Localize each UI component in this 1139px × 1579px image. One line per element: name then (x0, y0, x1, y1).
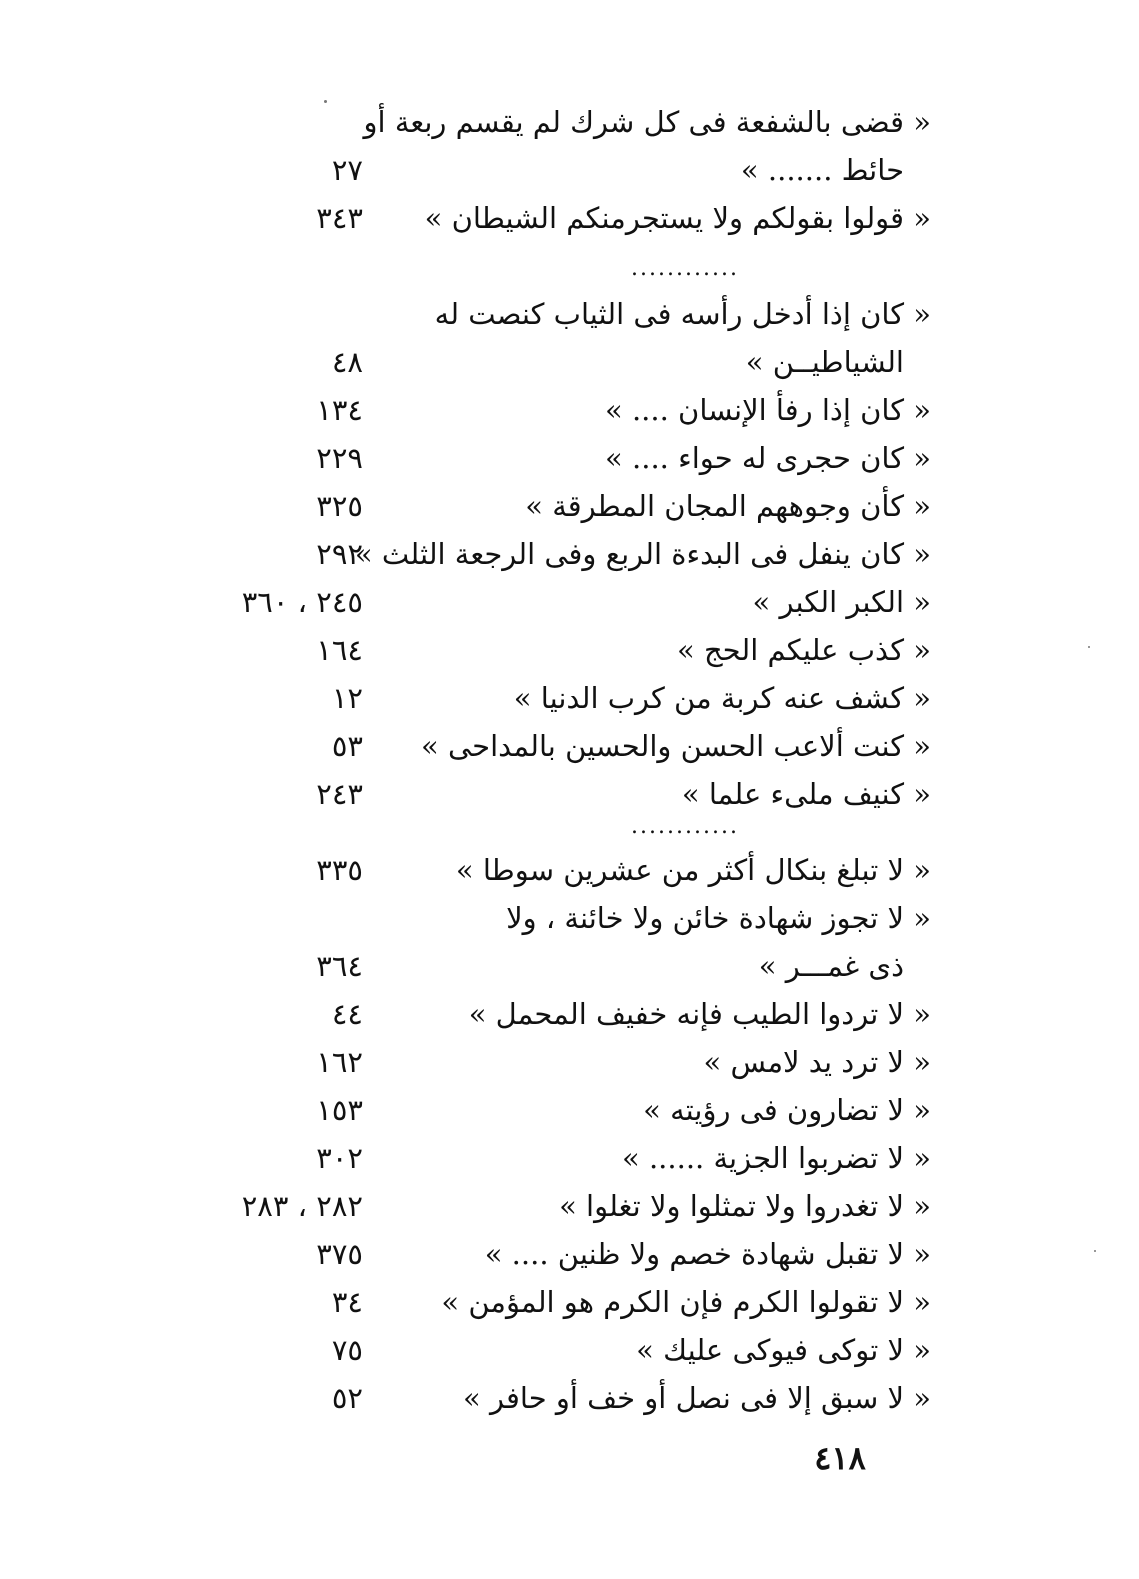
index-entry (0, 1326, 1139, 1374)
index-entry (0, 1134, 1139, 1182)
hadith-text: « قضى بالشفعة فى كل شرك لم يقسم ربعة أو (363, 105, 931, 139)
index-entry (0, 990, 1139, 1038)
hadith-text: « كنت ألاعب الحسن والحسين بالمداحى » (421, 729, 931, 763)
page-reference: ٧٥ (331, 1333, 363, 1367)
hadith-text: « لا سبق إلا فى نصل أو خف أو حافر » (463, 1381, 931, 1415)
scan-speck (1094, 1250, 1096, 1252)
index-entry (0, 338, 1139, 386)
hadith-text: « كان إذا أدخل رأسه فى الثياب كنصت له (434, 297, 931, 331)
index-entry (0, 386, 1139, 434)
page-reference: ١٦٤ (316, 633, 363, 667)
hadith-text: « قولوا بقولكم ولا يستجرمنكم الشيطان » (424, 201, 931, 235)
index-entry (0, 1374, 1139, 1422)
page-reference: ٥٣ (331, 729, 363, 763)
page-reference: ٣٤٣ (316, 201, 363, 235)
section-separator: ............ (631, 256, 739, 281)
page-reference: ٢٨٢ ، ٢٨٣ (241, 1189, 363, 1223)
hadith-text: « لا تغدروا ولا تمثلوا ولا تغلوا » (559, 1189, 931, 1223)
page-reference: ٣٦٤ (316, 949, 363, 983)
index-entry (0, 722, 1139, 770)
hadith-text: « كنيف ملىء علما » (681, 777, 931, 811)
index-entry (0, 434, 1139, 482)
hadith-text: « لا ترد يد لامس » (703, 1045, 931, 1079)
page-reference: ٢٩٢ (316, 537, 363, 571)
index-entry (0, 1278, 1139, 1326)
page-reference: ٣٣٥ (316, 853, 363, 887)
page-reference: ٥٢ (331, 1381, 363, 1415)
index-entry (0, 770, 1139, 818)
page-reference: ٢٤٣ (316, 777, 363, 811)
hadith-text: « كذب عليكم الحج » (677, 633, 931, 667)
hadith-text: « لا تجوز شهادة خائن ولا خائنة ، ولا (506, 901, 931, 935)
index-entry (0, 578, 1139, 626)
hadith-text: « كان إذا رفأ الإنسان .... » (604, 393, 931, 427)
hadith-text: « لا تردوا الطيب فإنه خفيف المحمل » (468, 997, 931, 1031)
page-reference: ٢٤٥ ، ٣٦٠ (241, 585, 363, 619)
index-entry (0, 846, 1139, 894)
index-entry (0, 1038, 1139, 1086)
hadith-text: « لا تضارون فى رؤيته » (643, 1093, 931, 1127)
hadith-text: « لا تبلغ بنكال أكثر من عشرين سوطا » (455, 853, 931, 887)
hadith-text: « لا تضربوا الجزية ...... » (622, 1141, 931, 1175)
page-reference: ١٥٣ (316, 1093, 363, 1127)
index-entry (0, 482, 1139, 530)
page-reference: ٤٨ (331, 345, 363, 379)
index-entry (0, 98, 1139, 146)
hadith-text: « كشف عنه كربة من كرب الدنيا » (513, 681, 931, 715)
index-entry (0, 530, 1139, 578)
page-reference: ٣٢٥ (316, 489, 363, 523)
index-entry (0, 1086, 1139, 1134)
index-entry (0, 194, 1139, 242)
page-reference: ١٢ (331, 681, 363, 715)
scan-speck (1088, 646, 1090, 648)
index-entry (0, 626, 1139, 674)
scan-speck (324, 100, 327, 103)
page-reference: ١٣٤ (316, 393, 363, 427)
hadith-text: « لا توكى فيوكى عليك » (636, 1333, 931, 1367)
hadith-text: « كأن وجوههم المجان المطرقة » (525, 489, 931, 523)
index-entry (0, 290, 1139, 338)
hadith-text: الشياطيــن » (745, 345, 904, 379)
page-reference: ٣٠٢ (316, 1141, 363, 1175)
index-entry (0, 1182, 1139, 1230)
page-reference: ١٦٢ (316, 1045, 363, 1079)
index-entry (0, 674, 1139, 722)
index-entry (0, 1230, 1139, 1278)
page-reference: ٢٢٩ (316, 441, 363, 475)
hadith-text: « لا تقبل شهادة خصم ولا ظنين .... » (484, 1237, 931, 1271)
index-entry (0, 146, 1139, 194)
page-reference: ٢٧ (331, 153, 363, 187)
hadith-text: حائط ....... » (740, 153, 904, 187)
hadith-text: ذى غمـــر » (758, 949, 904, 983)
page-reference: ٤٤ (331, 997, 363, 1031)
hadith-text: « لا تقولوا الكرم فإن الكرم هو المؤمن » (441, 1285, 931, 1319)
section-separator: ............ (631, 814, 739, 839)
hadith-text: « كان حجرى له حواء .... » (605, 441, 931, 475)
hadith-text: « الكبر الكبر » (752, 585, 931, 619)
page-reference: ٣٤ (331, 1285, 363, 1319)
index-entry (0, 894, 1139, 942)
page-number: ٤١٨ (814, 1439, 866, 1477)
hadith-text: « كان ينفل فى البدءة الربع وفى الرجعة الثلث » (354, 537, 931, 571)
page-reference: ٣٧٥ (316, 1237, 363, 1271)
index-entry (0, 942, 1139, 990)
